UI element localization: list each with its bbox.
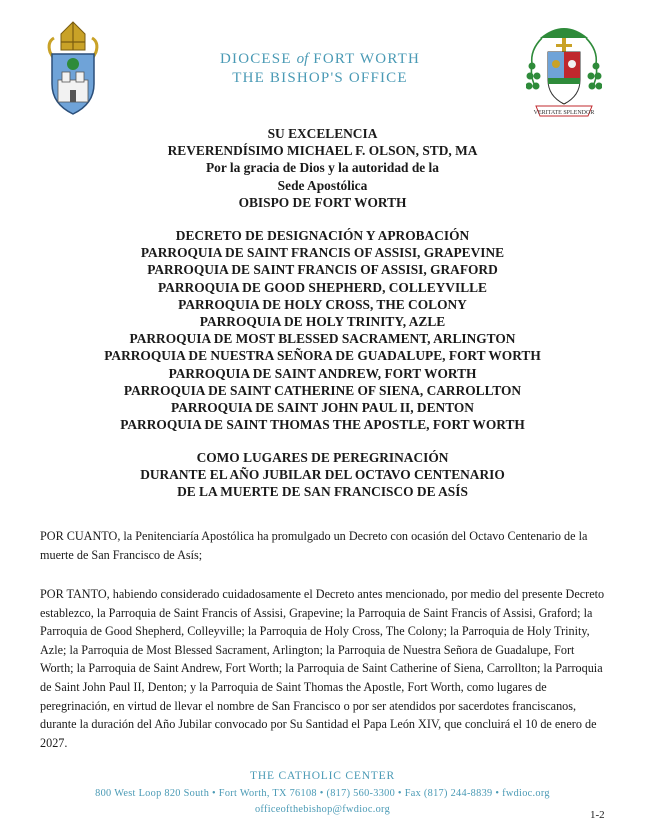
footer-address: 800 West Loop 820 South • Fort Worth, TX 76108 • (817) 560-3300 • Fax (817) 244-8839 • fwdioc.org <box>95 788 550 799</box>
diocese-crest-logo <box>44 20 102 116</box>
svg-text:VERITATE SPLENDOR: VERITATE SPLENDOR <box>533 110 595 116</box>
letterhead-office: THE BISHOP'S OFFICE <box>232 70 408 86</box>
therefore-paragraph: POR TANTO, habiendo considerado cuidadosamente el Decreto antes mencionado, por medio del presente Decreto establezco, la Parroquia de Saint Francis of Assisi, Grapevine; la Parroquia de Saint Francis of Assisi, Graford; la Parroquia de Good Shepherd, Colleyville; la Parroquia de Holy Cross, The Colony; la Parroquia de Holy Trinity, Azle; la Parroquia de Most Blessed Sacrament, Arlington; la Parroquia de Nuestra Señora de Guadalupe, Fort Worth; la Parroquia de Saint Andrew, Fort Worth; la Parroquia de Saint Catherine of Siena, Carrollton; la Parroquia de Saint John Paul II, Denton; y la Parroquia de Saint Thomas the Apostle, Fort Worth, como lugares de peregrinación, en virtud de llevar el nombre de San Francisco o por ser atendidos por sacerdotes franciscanos, durante la duración del Año Jubilar convocado por Su Santidad el Papa León XIV, que concluirá el 10 de enero de 2027. <box>40 587 605 750</box>
heading-line: Por la gracia de Dios y la autoridad de la <box>206 160 439 176</box>
parish-line: PARROQUIA DE SAINT ANDREW, FORT WORTH <box>168 365 477 381</box>
letterhead <box>190 50 450 88</box>
letterhead-diocese: DIOCESE of FORT WORTH <box>219 51 421 67</box>
parish-line: PARROQUIA DE SAINT JOHN PAUL II, DENTON <box>171 400 474 416</box>
parish-line: PARROQUIA DE NUESTRA SEÑORA DE GUADALUPE, FORT WORTH <box>104 348 541 364</box>
parish-line: PARROQUIA DE HOLY TRINITY, AZLE <box>199 314 446 330</box>
heading-line: DE LA MUERTE DE SAN FRANCISCO DE ASÍS <box>177 484 468 500</box>
bishop-coat-of-arms-logo <box>526 20 602 122</box>
decree-heading <box>0 227 645 433</box>
parish-line: PARROQUIA DE SAINT CATHERINE OF SIENA, CARROLLTON <box>123 382 522 398</box>
heading-line: DURANTE EL AÑO JUBILAR DEL OCTAVO CENTENARIO <box>140 467 505 483</box>
footer-title: THE CATHOLIC CENTER <box>250 770 395 782</box>
heading-line: COMO LUGARES DE PEREGRINACIÓN <box>196 450 449 465</box>
heading-line: Sede Apostólica <box>277 177 368 193</box>
heading-line: OBISPO DE FORT WORTH <box>238 194 407 210</box>
parish-line: PARROQUIA DE GOOD SHEPHERD, COLLEYVILLE <box>158 279 487 295</box>
parish-line: PARROQUIA DE SAINT THOMAS THE APOSTLE, FORT WORTH <box>120 417 525 433</box>
footer-email-link[interactable]: officeofthebishop@fwdioc.org <box>254 804 391 815</box>
purpose-heading <box>0 449 645 501</box>
heading-line: REVERENDÍSIMO MICHAEL F. OLSON, STD, MA <box>167 143 478 159</box>
parish-line: PARROQUIA DE HOLY CROSS, THE COLONY <box>178 296 467 312</box>
addressee-heading <box>0 125 645 211</box>
decree-title: DECRETO DE DESIGNACIÓN Y APROBACIÓN <box>175 228 470 243</box>
parish-line: PARROQUIA DE MOST BLESSED SACRAMENT, ARLINGTON <box>129 331 516 347</box>
page-number: 1-2 <box>590 809 605 821</box>
parish-line: PARROQUIA DE SAINT FRANCIS OF ASSISI, GRAFORD <box>147 262 498 278</box>
whereas-paragraph: POR CUANTO, la Penitenciaría Apostólica ha promulgado un Decreto con ocasión del Octavo Centenario de la muerte de San Francisco de Asís; <box>40 529 588 562</box>
parish-line: PARROQUIA DE SAINT FRANCIS OF ASSISI, GRAPEVINE <box>140 245 505 261</box>
heading-line: SU EXCELENCIA <box>267 126 378 141</box>
